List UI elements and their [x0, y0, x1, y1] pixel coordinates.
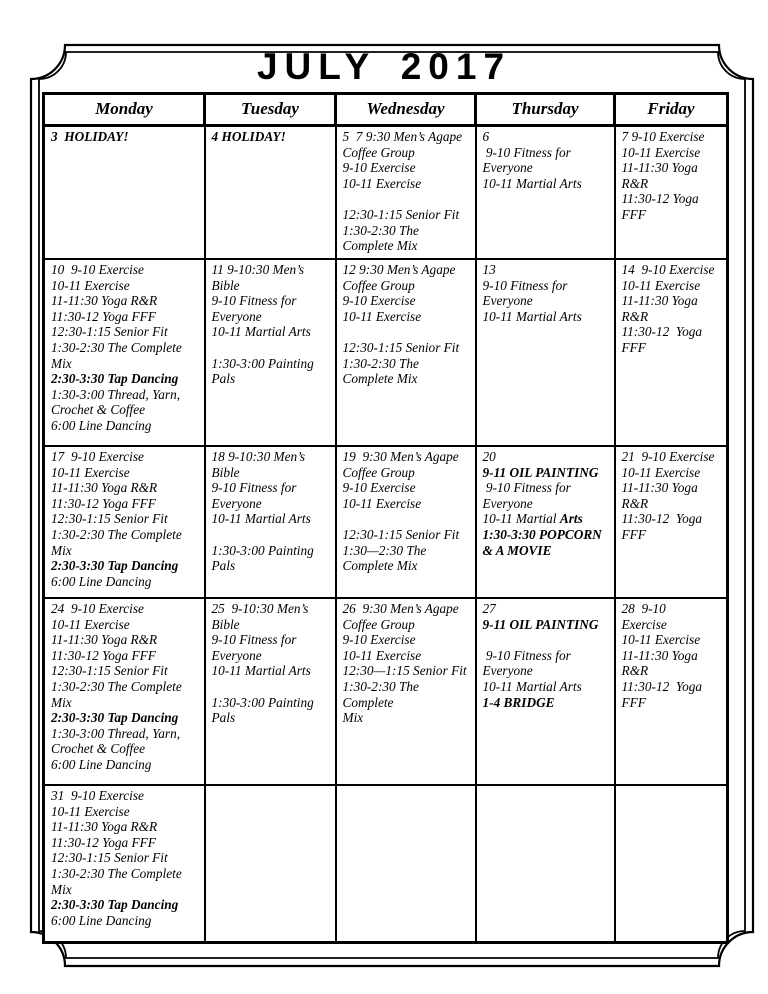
event-line: 20 [482, 449, 496, 464]
week-row [44, 259, 728, 446]
event-line: 9-10 Exercise [342, 293, 416, 309]
event-line: 10 9-10 Exercise [51, 262, 144, 277]
event-line: 9-10 Fitness for Everyone [211, 293, 300, 324]
day-cell [44, 259, 205, 446]
day-cell [336, 598, 476, 785]
week-row [44, 785, 728, 943]
event-line: 10-11 Exercise [342, 175, 422, 191]
event-line: 26 9:30 Men’s Agape Coffee Group [342, 601, 463, 632]
event-line: 11-11:30 Yoga R&R [51, 819, 158, 835]
event-line: 11-11:30 Yoga R&R [621, 480, 702, 511]
event-line: 10-11 Martial Arts [211, 324, 311, 340]
event-line: 1:30—2:30 The Complete Mix [342, 542, 430, 574]
event-line: 12:30-1:15 Senior Fit [51, 324, 168, 340]
day-cell [615, 446, 728, 598]
event-line: 10-11 Martial Arts [482, 308, 582, 324]
event-line: 6:00 Line Dancing [51, 912, 152, 928]
event-line: 1:30-2:30 The Complete Mix [51, 526, 186, 558]
event-line-bold: 1:30-3:30 POPCORN & A MOVIE [482, 526, 606, 558]
event-line: 9-10 Fitness for Everyone [482, 277, 571, 309]
day-cell [476, 598, 615, 785]
event-line: 28 9-10 [621, 601, 666, 616]
event-line [483, 632, 611, 648]
event-line: 21 9-10 Exercise [621, 449, 715, 464]
event-line [212, 527, 332, 543]
event-line: 9-10 Fitness for Everyone [482, 144, 575, 176]
column-header-thursday: Thursday [476, 94, 615, 126]
event-line: 9-10 Exercise [342, 160, 416, 176]
event-line: 1:30-2:30 The Complete Mix [342, 222, 423, 254]
event-line: 10-11 Martial Arts [211, 511, 311, 527]
event-line-bold: 4 HOLIDAY! [211, 129, 286, 144]
event-line: 10-11 Exercise [51, 616, 130, 632]
event-line [343, 511, 472, 527]
day-cell [336, 259, 476, 446]
event-line: 11:30-12 Yoga FFF [51, 647, 156, 663]
event-line: 13 [482, 262, 496, 277]
week-row [44, 598, 728, 785]
event-line: 6:00 Line Dancing [51, 573, 152, 589]
event-line: 10-11 Exercise [51, 464, 130, 480]
day-cell [44, 785, 205, 943]
event-line: 1:30-3:00 Thread, Yarn, Crochet & Coffee [51, 725, 184, 757]
event-line: 11-11:30 Yoga R&R [51, 480, 158, 496]
event-line: 12 9:30 Men’s Agape Coffee Group [342, 262, 459, 293]
event-line: 9-10 Fitness for Everyone [482, 480, 575, 511]
event-line: 10-11 Exercise [342, 308, 422, 324]
event-line: 9-10 Fitness for Everyone [211, 480, 300, 511]
day-cell [205, 598, 336, 785]
event-line: 10-11 Martial Arts [482, 678, 582, 694]
event-line-bold: 2:30-3:30 Tap Dancing [51, 710, 179, 726]
calendar-table [42, 92, 729, 944]
event-line: 11-11:30 Yoga R&R [621, 293, 702, 324]
event-line: 11-11:30 Yoga R&R [621, 647, 702, 679]
event-line: 14 9-10 Exercise [621, 262, 715, 277]
event-line: 11:30-12 Yoga FFF [621, 191, 703, 222]
column-header-wednesday: Wednesday [336, 94, 476, 126]
event-line [343, 324, 472, 340]
event-line: 9-10 Fitness for Everyone [482, 647, 575, 679]
event-line: 12:30-1:15 Senior Fit [342, 526, 460, 542]
event-line: 6:00 Line Dancing [51, 417, 152, 433]
event-line: 1:30-3:00 Painting Pals [211, 355, 318, 387]
event-line-bold: 2:30-3:30 Tap Dancing [51, 371, 179, 387]
event-line: 1:30-2:30 The [342, 678, 419, 694]
event-line: 12:30-1:15 Senior Fit [51, 511, 168, 527]
event-line: 1:30-2:30 The Complete Mix [342, 355, 423, 387]
day-cell [615, 785, 728, 943]
event-line: 12:30-1:15 Senior Fit [51, 850, 168, 866]
event-line: Exercise [621, 616, 667, 632]
event-line: 9-10 Exercise [342, 632, 416, 648]
day-cell [44, 446, 205, 598]
day-cell [615, 598, 728, 785]
column-header-monday: Monday [44, 94, 205, 126]
event-line: 5 7 9:30 Men’s Agape Coffee Group [342, 129, 466, 160]
day-cell [336, 126, 476, 260]
event-line: Complete [342, 694, 394, 710]
day-cell [615, 259, 728, 446]
column-header-friday: Friday [615, 94, 728, 126]
day-cell [205, 446, 336, 598]
day-cell [476, 259, 615, 446]
day-cell [476, 446, 615, 598]
day-cell [44, 598, 205, 785]
week-row [44, 126, 728, 260]
event-line: 11:30-12 Yoga FFF [51, 495, 156, 511]
event-line: 10-11 Exercise [342, 647, 422, 663]
event-line: 11-11:30 Yoga R&R [621, 160, 702, 191]
event-line-bold: 2:30-3:30 Tap Dancing [51, 897, 179, 913]
event-line: 17 9-10 Exercise [51, 449, 144, 464]
event-line: 1:30-2:30 The Complete Mix [51, 339, 186, 371]
event-line: 11:30-12 Yoga FFF [51, 834, 156, 850]
event-line: 1:30-2:30 The Complete Mix [51, 865, 186, 897]
event-line: 10-11 Exercise [51, 803, 130, 819]
event-line [212, 340, 332, 356]
event-line: 11-11:30 Yoga R&R [51, 293, 158, 309]
event-line: 25 9-10:30 Men’s Bible [211, 601, 312, 632]
event-line: Mix [342, 710, 364, 726]
day-cell [476, 126, 615, 260]
event-line: 1:30-3:00 Painting Pals [211, 542, 318, 574]
day-cell [476, 785, 615, 943]
page-title: JULY 2017 [256, 46, 512, 87]
event-line: 1:30-3:00 Painting Pals [211, 694, 318, 726]
event-line: 12:30-1:15 Senior Fit [51, 663, 168, 679]
event-line: 1:30-2:30 The Complete Mix [51, 678, 186, 710]
event-line [343, 191, 472, 207]
event-line: 12:30-1:15 Senior Fit [342, 339, 460, 355]
event-line: 31 9-10 Exercise [51, 788, 144, 803]
event-line: 10-11 Exercise [51, 277, 130, 293]
event-line: 27 [482, 601, 496, 616]
event-line: 11:30-12 Yoga FFF [621, 511, 706, 542]
day-cell [205, 259, 336, 446]
event-line-bold: 9-11 OIL PAINTING [482, 464, 599, 480]
event-line: 1:30-3:00 Thread, Yarn, Crochet & Coffee [51, 386, 184, 418]
day-cell [336, 785, 476, 943]
event-line: 10-11 Martial Arts [482, 175, 582, 191]
calendar-grid-body [44, 126, 728, 943]
event-line: 10-11 Martial Arts [482, 511, 583, 527]
event-line-bold: 2:30-3:30 Tap Dancing [51, 558, 179, 574]
event-line [212, 679, 332, 695]
event-line: 6 [482, 129, 490, 144]
event-line: 11:30-12 Yoga FFF [621, 678, 706, 710]
event-line: 9-10 Fitness for Everyone [211, 632, 300, 663]
event-line: 10-11 Martial Arts [211, 663, 311, 679]
event-line: 18 9-10:30 Men’s Bible [211, 449, 309, 480]
event-line: 11 9-10:30 Men’s Bible [211, 262, 308, 293]
day-cell [336, 446, 476, 598]
day-cell [205, 785, 336, 943]
week-row [44, 446, 728, 598]
event-line-bold: 9-11 OIL PAINTING [482, 616, 599, 632]
event-line: 9-10 Exercise [342, 480, 416, 496]
event-line: 10-11 Exercise [342, 495, 422, 511]
event-line: 10-11 Exercise [621, 464, 701, 480]
column-header-tuesday: Tuesday [205, 94, 336, 126]
event-line: 19 9:30 Men’s Agape Coffee Group [342, 449, 463, 480]
event-line: 7 9-10 Exercise [621, 129, 705, 144]
event-line: 12:30—1:15 Senior Fit [342, 663, 467, 679]
event-line-bold: 3 HOLIDAY! [51, 129, 129, 144]
event-line-bold: 1-4 BRIDGE [482, 694, 555, 710]
event-line: 10-11 Exercise [621, 144, 701, 160]
event-line: 11-11:30 Yoga R&R [51, 632, 158, 648]
day-cell [615, 126, 728, 260]
event-line: 11:30-12 Yoga FFF [51, 308, 156, 324]
event-line: 10-11 Exercise [621, 632, 701, 648]
day-cell [205, 126, 336, 260]
calendar-header-row [44, 94, 728, 126]
event-line: 24 9-10 Exercise [51, 601, 144, 616]
event-line: 10-11 Exercise [621, 277, 701, 293]
day-cell [44, 126, 205, 260]
event-line: 11:30-12 Yoga FFF [621, 324, 706, 355]
event-line: 6:00 Line Dancing [51, 756, 152, 772]
event-line: 12:30-1:15 Senior Fit [342, 206, 460, 222]
